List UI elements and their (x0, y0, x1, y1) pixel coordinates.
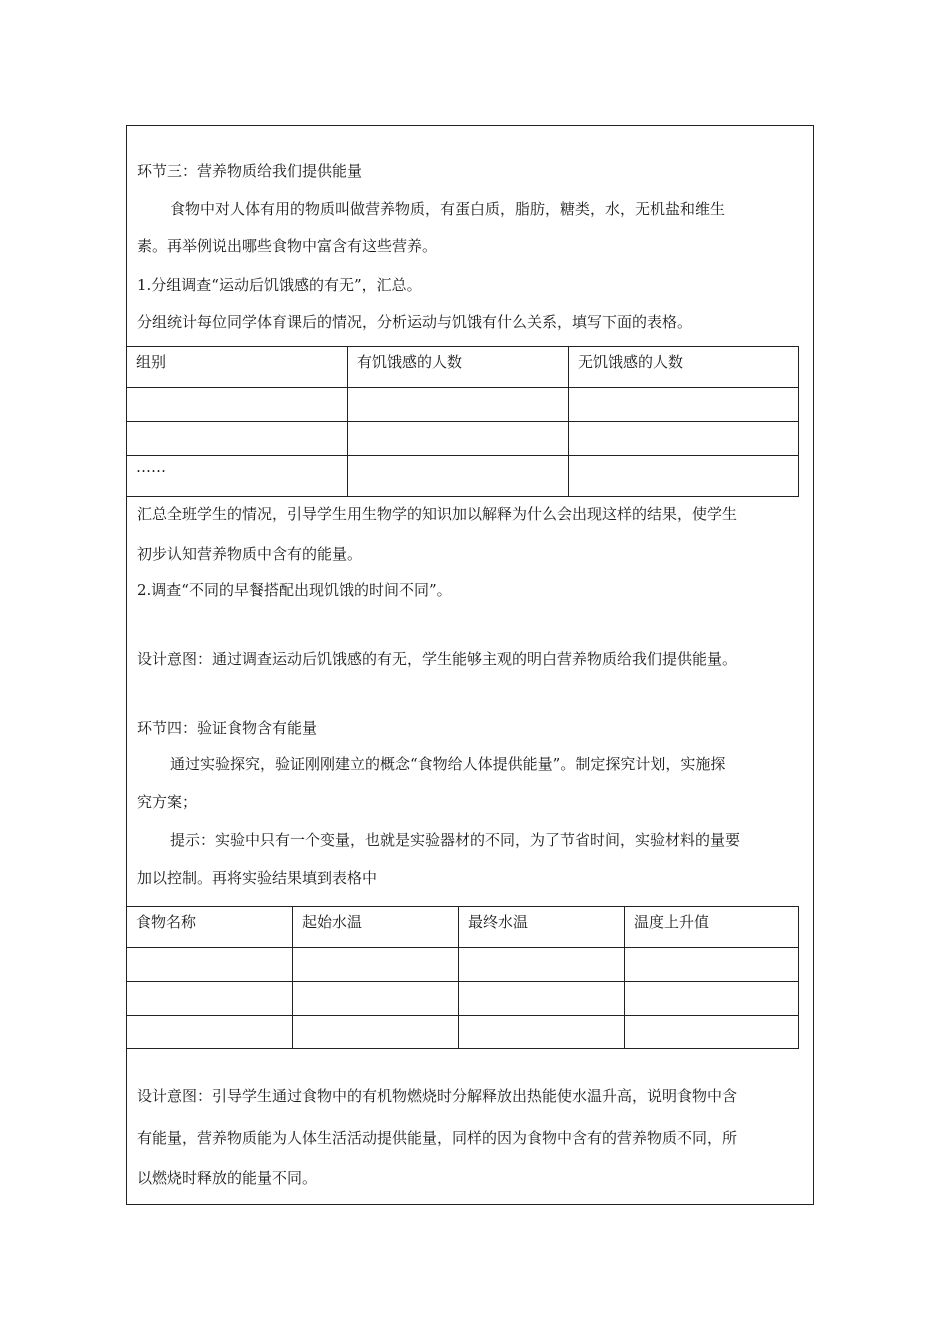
summary-line2: 初步认知营养物质中含有的能量。 (137, 545, 363, 563)
column-header: 起始水温 (293, 907, 459, 948)
hint-line2: 加以控制。再将实验结果填到表格中 (137, 869, 378, 887)
table-cell (459, 948, 625, 982)
table-cell (127, 388, 348, 422)
table-cell (348, 456, 569, 497)
table-row (127, 388, 799, 422)
table-cell (569, 388, 799, 422)
table-cell (127, 982, 293, 1016)
item1-description: 分组统计每位同学体育课后的情况，分析运动与饥饿有什么关系，填写下面的表格。 (137, 313, 693, 331)
item2-heading: 2.调查“不同的早餐搭配出现饥饿的时间不同”。 (137, 581, 452, 599)
table-cell (625, 948, 799, 982)
table-cell (127, 456, 348, 497)
table-row (127, 982, 799, 1016)
water-temperature-table (126, 906, 799, 1049)
section3-design-intent: 设计意图：通过调查运动后饥饿感的有无，学生能够主观的明白营养物质给我们提供能量。 (137, 650, 738, 668)
table-header-row (127, 907, 799, 948)
column-header: 组别 (127, 347, 348, 388)
table-cell (348, 388, 569, 422)
table-header-row (127, 347, 799, 388)
table-row (127, 422, 799, 456)
column-header: 最终水温 (459, 907, 625, 948)
table-cell (459, 982, 625, 1016)
table-cell (625, 1016, 799, 1049)
table-row (127, 1016, 799, 1049)
section4-paragraph-line1: 通过实验探究，验证刚刚建立的概念“食物给人体提供能量”。制定探究计划，实施探 (170, 755, 726, 773)
table-cell (127, 1016, 293, 1049)
section4-intent-line3: 以燃烧时释放的能量不同。 (137, 1169, 318, 1187)
section4-intent-line1: 设计意图：引导学生通过食物中的有机物燃烧时分解释放出热能使水温升高，说明食物中含 (137, 1087, 738, 1105)
table-cell (348, 422, 569, 456)
section3-paragraph-line1: 食物中对人体有用的物质叫做营养物质，有蛋白质，脂肪，糖类，水，无机盐和维生 (170, 200, 726, 218)
item1-heading: 1.分组调查“运动后饥饿感的有无”，汇总。 (137, 276, 422, 294)
hunger-survey-table (126, 346, 799, 497)
table-row (127, 948, 799, 982)
table-cell (293, 1016, 459, 1049)
table-cell (293, 982, 459, 1016)
table-cell (127, 422, 348, 456)
table-cell (459, 1016, 625, 1049)
section4-title: 环节四：验证食物含有能量 (137, 719, 318, 737)
table-cell (569, 422, 799, 456)
table-cell (625, 982, 799, 1016)
table-row (127, 456, 799, 497)
summary-line1: 汇总全班学生的情况，引导学生用生物学的知识加以解释为什么会出现这样的结果，使学生 (137, 505, 738, 523)
section4-paragraph-line2: 究方案； (137, 793, 198, 811)
table-cell (293, 948, 459, 982)
column-header: 有饥饿感的人数 (348, 347, 569, 388)
table-cell (127, 948, 293, 982)
hint-line1: 提示：实验中只有一个变量，也就是实验器材的不同，为了节省时间，实验材料的量要 (170, 831, 741, 849)
column-header: 无饥饿感的人数 (569, 347, 799, 388)
table-cell (569, 456, 799, 497)
section3-title: 环节三：营养物质给我们提供能量 (137, 162, 363, 180)
section4-intent-line2: 有能量，营养物质能为人体生活活动提供能量，同样的因为食物中含有的营养物质不同，所 (137, 1129, 738, 1147)
section3-paragraph-line2: 素。再举例说出哪些食物中富含有这些营养。 (137, 237, 438, 255)
column-header: 食物名称 (127, 907, 293, 948)
column-header: 温度上升值 (625, 907, 799, 948)
ellipsis-text: …… (136, 458, 166, 476)
